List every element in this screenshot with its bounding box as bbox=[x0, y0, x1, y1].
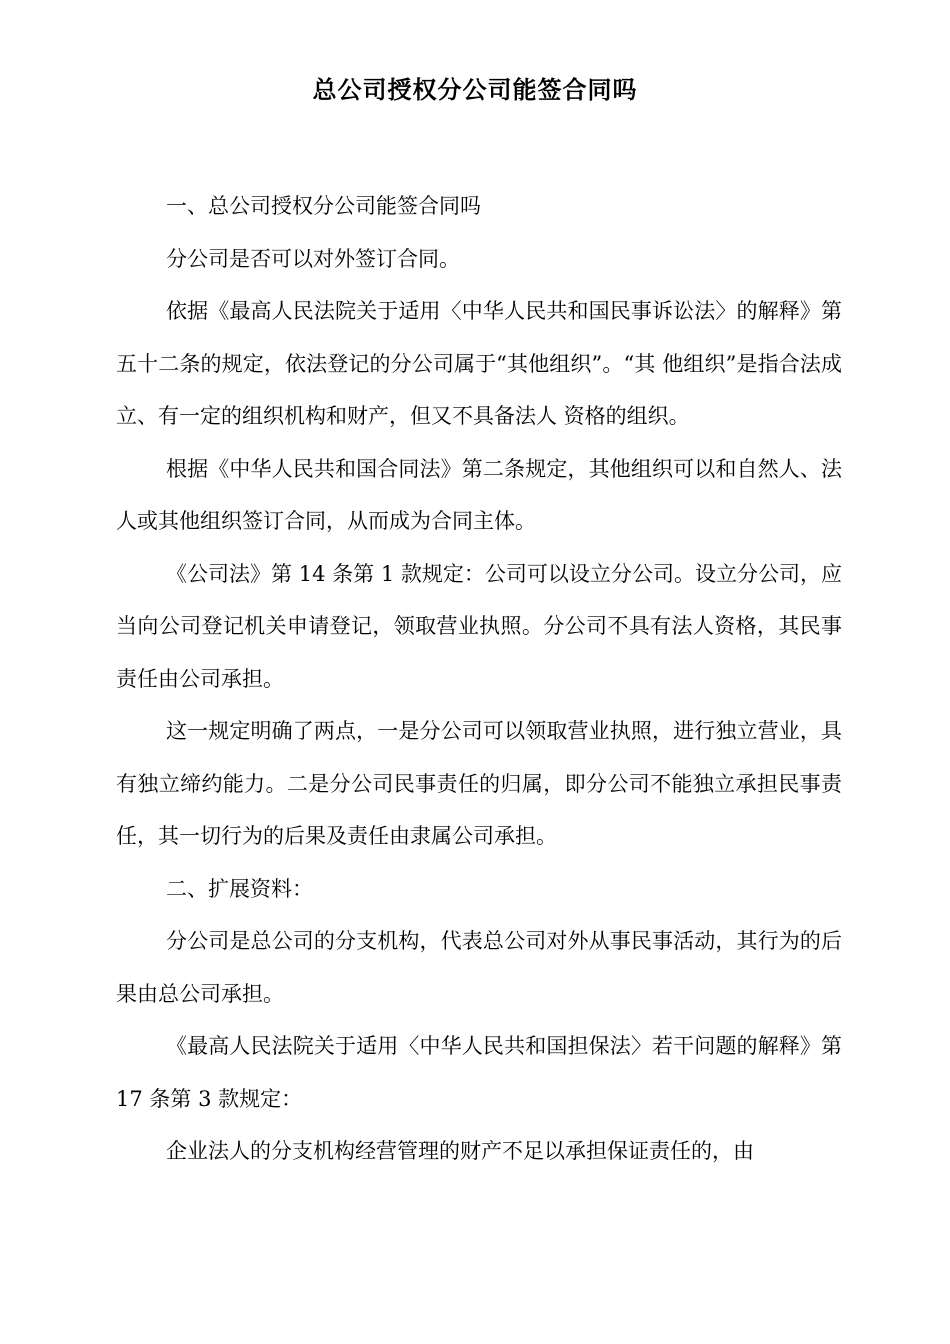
paragraph: 这一规定明确了两点，一是分公司可以领取营业执照，进行独立营业，具有独立缔约能力。二是分公司民事责任的归属，即分公司不能独立承担民事责任，其一切行为的后果及责任由隶属公司承担。 bbox=[116, 719, 842, 848]
paragraph: 根据《中华人民共和国合同法》第二条规定，其他组织可以和自然人、法人或其他组织签订合同，从而成为合同主体。 bbox=[116, 456, 842, 533]
paragraph: 分公司是否可以对外签订合同。 bbox=[166, 246, 460, 271]
document-title: 总公司授权分公司能签合同吗 bbox=[312, 76, 638, 104]
paragraph: 企业法人的分支机构经营管理的财产不足以承担保证责任的，由 bbox=[166, 1139, 754, 1163]
section-heading-1: 一、总公司授权分公司能签合同吗 bbox=[166, 194, 481, 218]
paragraph: 分公司是总公司的分支机构，代表总公司对外从事民事活动，其行为的后果由总公司承担。 bbox=[116, 929, 842, 1006]
section-heading-2: 二、扩展资料： bbox=[166, 876, 313, 901]
paragraph: 《最高人民法院关于适用〈中华人民共和国担保法〉若干问题的解释》第 17 条第 3 款规定： bbox=[116, 1034, 842, 1111]
paragraph: 依据《最高人民法院关于适用〈中华人民共和国民事诉讼法〉的解释》第五十二条的规定，依法登记的分公司属于“其他组织”。“其 他组织”是指合法成立、有一定的组织机构和财产，但又不具备法人 资格的组织。 bbox=[116, 299, 842, 428]
document-body bbox=[116, 180, 842, 1178]
paragraph: 《公司法》第 14 条第 1 款规定：公司可以设立分公司。设立分公司，应当向公司登记机关申请登记，领取营业执照。分公司不具有法人资格，其民事责任由公司承担。 bbox=[116, 561, 842, 691]
